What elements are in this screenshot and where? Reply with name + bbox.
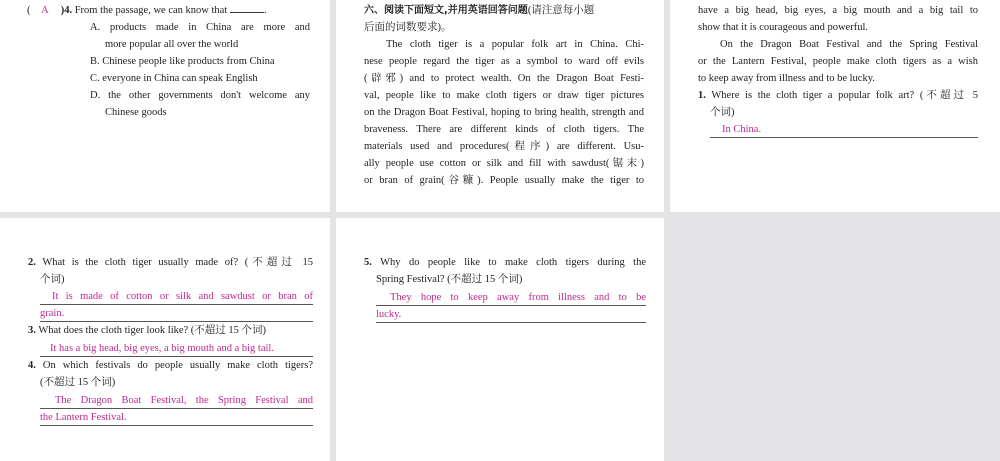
answer-1: In China.: [722, 124, 762, 135]
option-a-line2: more popular all over the world: [105, 39, 239, 50]
question-5-line1: [364, 254, 646, 271]
passage-line-8: ally people use cotton or silk and fill with sawdust(锯末): [364, 158, 644, 169]
panel-passage: [336, 0, 664, 212]
question-1-text: Where is the cloth tiger a popular folk art? (不超过 5: [711, 90, 978, 101]
question-4-text: On which festivals do people usually make cloth tigers?: [42, 360, 313, 371]
question-1-line1: [698, 87, 978, 104]
passage-line-9: or bran of grain(谷糠). People usually make the tiger to: [364, 175, 644, 186]
passage-line-6: braveness. There are different kinds of cloth tigers. The: [364, 124, 644, 135]
answer-2-line2: grain.: [40, 308, 65, 319]
answer-2-underline-1: [40, 304, 313, 305]
question-4-number: 4.: [28, 360, 36, 371]
question-5-line2: Spring Festival? (不超过 15 个词): [376, 274, 523, 285]
passage-cont-line-2: show that it is courageous and powerful.: [698, 22, 869, 33]
question-4-line1: [28, 357, 313, 374]
option-d-line2: Chinese goods: [105, 107, 167, 118]
q4-number: )4.: [60, 5, 73, 16]
q4-blank: [230, 2, 264, 13]
passage-heading-note-2: 后面的词数要求)。: [364, 22, 452, 33]
option-d-line1: D. the other governments don't welcome any: [90, 90, 310, 101]
passage-cont-line-5: to keep away from illness and to be lucky.: [698, 73, 875, 84]
answer-2-line1: It is made of cotton or silk and sawdust or bran of: [52, 291, 313, 302]
option-a-line1: A. products made in China are more and: [90, 22, 310, 33]
passage-line-5: on the Dragon Boat Festival, hoping to bring health, strength and: [364, 107, 644, 118]
passage-line-1: The cloth tiger is a popular folk art in China. Chi-: [386, 39, 644, 50]
passage-heading: [364, 2, 594, 19]
empty-panel: [670, 218, 1000, 461]
answer-5-line2: lucky.: [376, 309, 402, 320]
question-3-text: What does the cloth tiger look like? (不超过 15 个词): [38, 325, 267, 336]
passage-heading-note: (请注意每小题: [527, 5, 595, 16]
panel-passage-continued: [670, 0, 1000, 212]
q4-answer: A: [41, 5, 49, 16]
question-2-line1: [28, 254, 313, 271]
question-2-number: 2.: [28, 257, 36, 268]
question-5-text: Why do people like to make cloth tigers during the: [380, 257, 646, 268]
passage-cont-line-3: On the Dragon Boat Festival and the Spring Festival: [720, 39, 978, 50]
question-1-number: 1.: [698, 90, 706, 101]
passage-line-3: (辟邪) and to protect wealth. On the Dragon Boat Festi-: [364, 73, 644, 84]
passage-line-4: val, people like to make cloth tigers or draw tiger pictures: [364, 90, 644, 101]
panel-questions-2-4: [0, 218, 330, 461]
answer-3: It has a big head, big eyes, a big mouth and a big tail.: [50, 343, 274, 354]
q4-stem-end: .: [263, 5, 267, 16]
question-2-text: What is the cloth tiger usually made of? (不超过 15: [42, 257, 314, 268]
answer-1-underline: [710, 137, 978, 138]
q4-bracket-open: (: [27, 5, 31, 16]
passage-cont-line-1: have a big head, big eyes, a big mouth and a big tail to: [698, 5, 978, 16]
answer-4-underline-2: [40, 425, 313, 426]
passage-line-7: materials used and procedures(程序) are different. Usu-: [364, 141, 644, 152]
option-c: C. everyone in China can speak English: [90, 73, 258, 84]
panel-choice-question: [0, 0, 330, 212]
panel-question-5: [336, 218, 664, 461]
option-b: B. Chinese people like products from China: [90, 56, 275, 67]
passage-heading-bold: 六、阅读下面短文,并用英语回答问题: [364, 5, 528, 16]
question-3: [28, 322, 266, 339]
question-5-number: 5.: [364, 257, 372, 268]
q4-stem-text: From the passage, we can know that: [74, 5, 228, 16]
answer-5-underline-1: [376, 305, 646, 306]
question-3-number: 3.: [28, 325, 36, 336]
answer-4-line1: The Dragon Boat Festival, the Spring Festival and: [55, 395, 313, 406]
answer-4-line2: the Lantern Festival.: [40, 412, 127, 423]
question-2-line2: 个词): [40, 274, 65, 285]
passage-line-2: nese people regard the tiger as a symbol to ward off evils: [364, 56, 644, 67]
question-1-line2: 个词): [710, 107, 735, 118]
answer-5-underline-2: [376, 322, 646, 323]
question-4-line2: (不超过 15 个词): [40, 377, 116, 388]
answer-5-line1: They hope to keep away from illness and to be: [390, 292, 646, 303]
q4-stem: [27, 2, 266, 19]
passage-cont-line-4: or the Lantern Festival, people make cloth tigers as a wish: [698, 56, 978, 67]
